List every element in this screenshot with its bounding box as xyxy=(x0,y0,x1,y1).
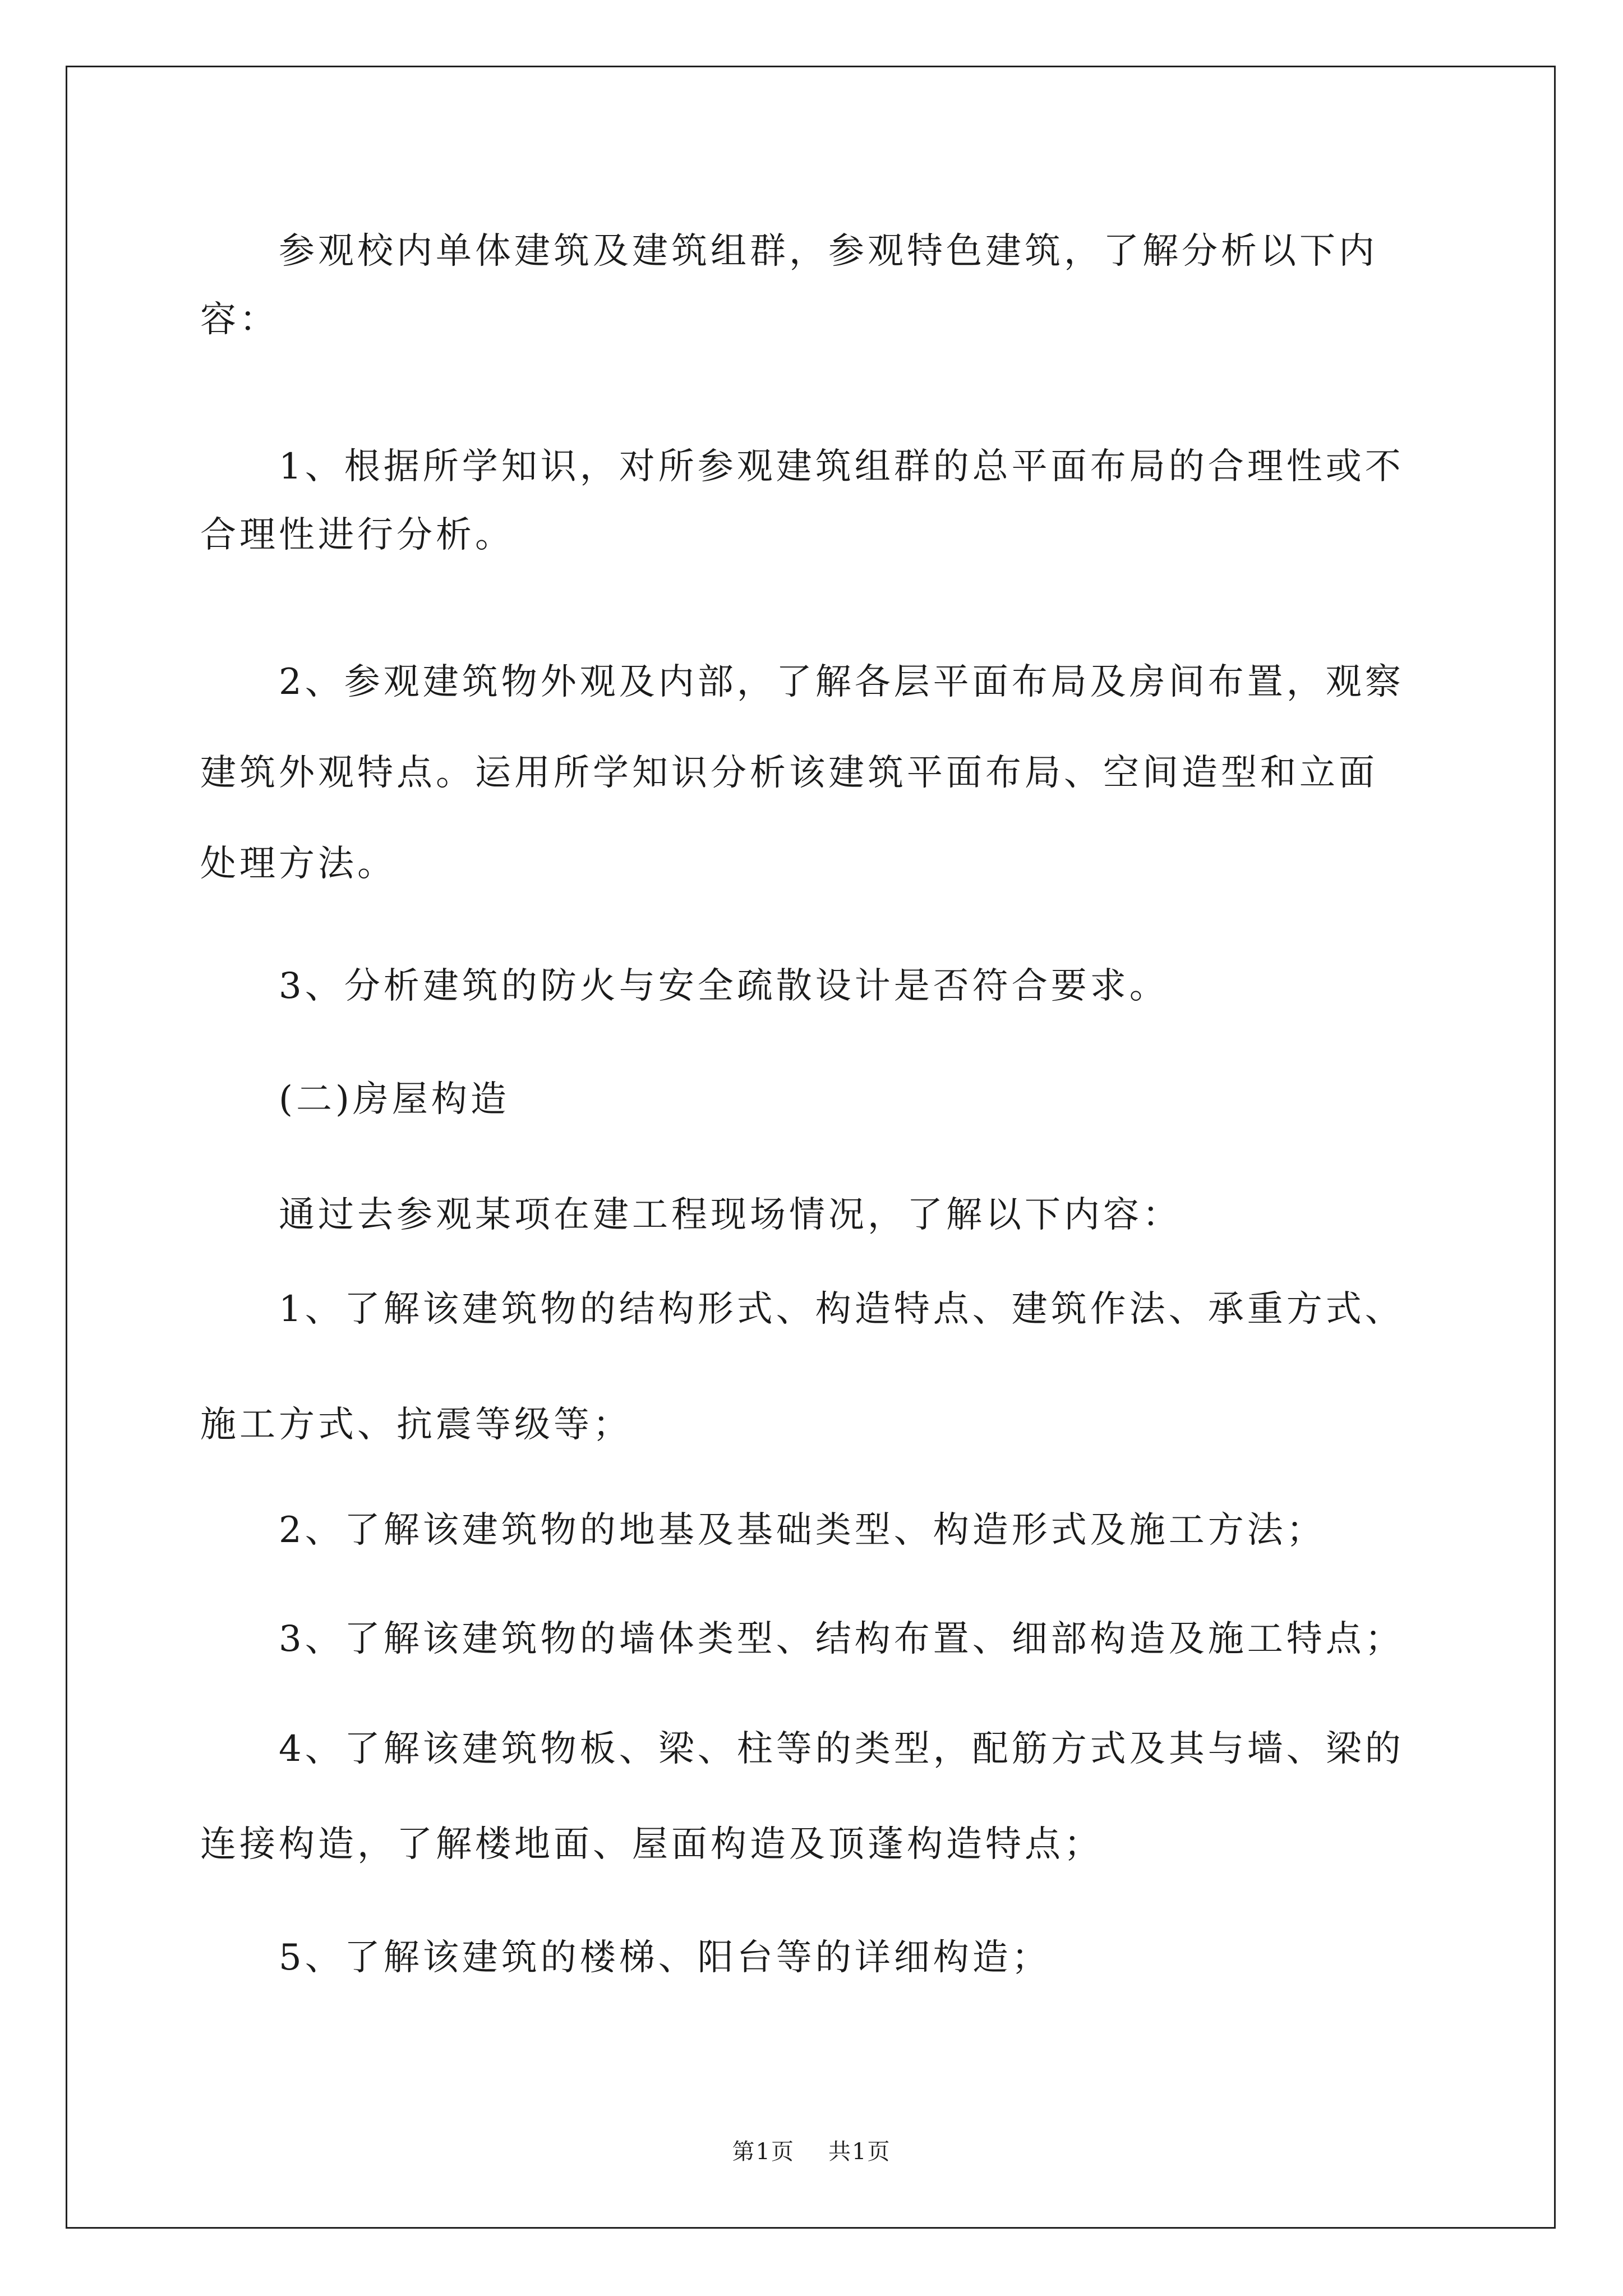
paragraph-line: 建筑外观特点。运用所学知识分析该建筑平面布局、空间造型和立面 xyxy=(200,752,1378,794)
paragraph-line: 处理方法。 xyxy=(200,843,396,885)
paragraph-line: 通过去参观某项在建工程现场情况，了解以下内容： xyxy=(279,1194,1182,1236)
paragraph-line: 1、根据所学知识，对所参观建筑组群的总平面布局的合理性或不 xyxy=(279,446,1404,487)
page-border xyxy=(66,66,1556,2229)
page-count: 共1页 xyxy=(828,2139,891,2165)
paragraph-line: 2、了解该建筑物的地基及基础类型、构造形式及施工方法； xyxy=(279,1510,1326,1551)
paragraph-line: 施工方式、抗震等级等； xyxy=(200,1404,632,1446)
paragraph-line: 合理性进行分析。 xyxy=(200,514,514,556)
paragraph-line: 容： xyxy=(200,299,279,341)
paragraph-line: 5、了解该建筑的楼梯、阳台等的详细构造； xyxy=(279,1937,1051,1978)
page-footer xyxy=(0,2136,1623,2168)
paragraph-line: 参观校内单体建筑及建筑组群，参观特色建筑，了解分析以下内 xyxy=(279,231,1378,272)
page-number: 第1页 xyxy=(732,2139,795,2165)
paragraph-line: 3、了解该建筑物的墙体类型、结构布置、细部构造及施工特点； xyxy=(279,1618,1404,1660)
paragraph-line: 3、分析建筑的防火与安全疏散设计是否符合要求。 xyxy=(279,965,1169,1007)
paragraph-line: 连接构造，了解楼地面、屋面构造及顶蓬构造特点； xyxy=(200,1824,1103,1865)
paragraph-line: 2、参观建筑物外观及内部，了解各层平面布局及房间布置，观察 xyxy=(279,661,1404,703)
paragraph-line: 1、了解该建筑物的结构形式、构造特点、建筑作法、承重方式、 xyxy=(279,1289,1404,1330)
paragraph-line: 4、了解该建筑物板、梁、柱等的类型，配筋方式及其与墙、梁的 xyxy=(279,1728,1404,1770)
section-heading: (二)房屋构造 xyxy=(279,1079,510,1120)
